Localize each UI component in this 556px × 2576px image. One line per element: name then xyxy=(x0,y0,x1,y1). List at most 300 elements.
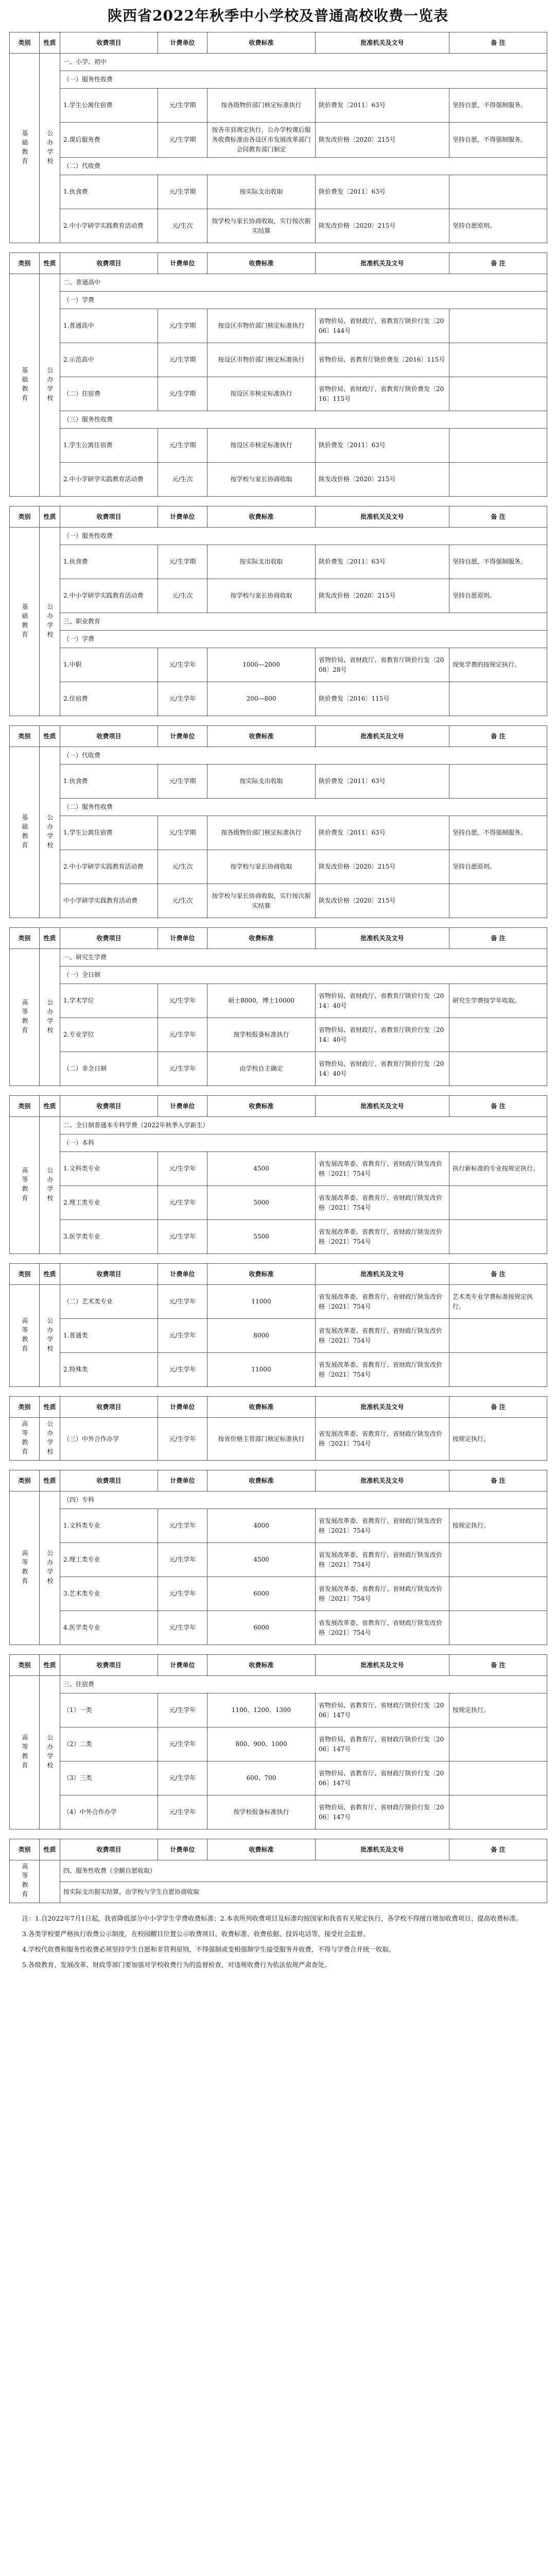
nature-cell: 公办学校 xyxy=(40,274,60,497)
table-row xyxy=(10,1052,547,1086)
section-heading: （二）代收费 xyxy=(60,158,547,175)
category-cell: 高等教育 xyxy=(10,1676,40,1829)
standard-cell: 按各级物价部门核定标准执行 xyxy=(207,89,316,123)
unit-cell: 元/生学年 xyxy=(158,1727,207,1761)
fee-item-cell: 1.普通类 xyxy=(60,1319,158,1353)
column-header: 收费项目 xyxy=(60,1839,158,1860)
note-cell xyxy=(449,1727,547,1761)
section-heading: （二）服务性收费 xyxy=(60,799,547,816)
section-heading: 四、服务性收费（全额自愿收取） xyxy=(60,1860,547,1882)
basis-cell: 陕价费发〔2011〕63号 xyxy=(316,429,449,463)
table-row xyxy=(10,1611,547,1645)
column-header: 批准机关及文号 xyxy=(316,1470,449,1492)
fee-table xyxy=(9,1263,547,1387)
column-header: 计费单位 xyxy=(158,1655,207,1676)
fee-table xyxy=(9,927,547,1086)
column-header: 性质 xyxy=(40,506,60,528)
fee-item-cell: 1.文科类专业 xyxy=(60,1509,158,1543)
table-row xyxy=(10,123,547,158)
standard-cell: 按学校报备标准执行 xyxy=(207,1018,316,1052)
table-row xyxy=(10,1285,547,1319)
column-header: 性质 xyxy=(40,1470,60,1492)
column-header: 收费标准 xyxy=(207,1096,316,1117)
fee-item-cell: 1.普通高中 xyxy=(60,309,158,343)
table-row xyxy=(10,1018,547,1052)
table-row xyxy=(10,71,547,89)
standard-cell: 按设区市物价部门核定标准执行 xyxy=(207,309,316,343)
category-cell: 高等教育 xyxy=(10,1860,40,1903)
unit-cell: 元/生学年 xyxy=(158,682,207,716)
unit-cell: 元/生学期 xyxy=(158,175,207,209)
note-cell: 坚持自愿，不得强制服务。 xyxy=(449,545,547,579)
column-header: 计费单位 xyxy=(158,1839,207,1860)
table-row xyxy=(10,613,547,631)
standard-cell: 11000 xyxy=(207,1353,316,1387)
column-header: 计费单位 xyxy=(158,726,207,747)
table-row xyxy=(10,1353,547,1387)
table-row xyxy=(10,1220,547,1254)
column-header: 计费单位 xyxy=(158,1096,207,1117)
fee-item-cell: 1.学生公寓住宿费 xyxy=(60,429,158,463)
fee-item-cell: （4）中外合作办学 xyxy=(60,1795,158,1829)
unit-cell: 元/生学期 xyxy=(158,309,207,343)
table-row xyxy=(10,429,547,463)
fee-table xyxy=(9,1470,547,1645)
column-header: 收费项目 xyxy=(60,506,158,528)
fee-item-cell: 2.理工类专业 xyxy=(60,1543,158,1577)
basis-cell: 省发展改革委、省教育厅、省财政厅陕发改价格〔2021〕754号 xyxy=(316,1186,449,1220)
fee-item-cell: 1.伙食费 xyxy=(60,545,158,579)
table-row xyxy=(10,175,547,209)
note-cell xyxy=(449,429,547,463)
standard-cell: 按省价格主管部门核定标准执行 xyxy=(207,1418,316,1461)
column-header: 收费项目 xyxy=(60,1655,158,1676)
column-header: 收费标准 xyxy=(207,1264,316,1285)
column-header: 批准机关及文号 xyxy=(316,32,449,54)
column-header: 收费项目 xyxy=(60,1096,158,1117)
basis-cell: 陕价费发〔2016〕115号 xyxy=(316,682,449,716)
standard-cell: 6000 xyxy=(207,1611,316,1645)
basis-cell: 省物价局、省教育厅、省财政厅陕价行发〔2006〕147号 xyxy=(316,1727,449,1761)
note-cell xyxy=(449,377,547,411)
note-cell: 坚持自愿原则。 xyxy=(449,209,547,243)
nature-cell xyxy=(40,1860,60,1903)
nature-cell: 公办学校 xyxy=(40,54,60,243)
nature-cell: 公办学校 xyxy=(40,1285,60,1387)
table-row xyxy=(10,54,547,71)
column-header: 计费单位 xyxy=(158,1264,207,1285)
unit-cell: 元/生学年 xyxy=(158,1285,207,1319)
standard-cell: 按实际支出收取 xyxy=(207,765,316,799)
table-row xyxy=(10,1761,547,1795)
table-row xyxy=(10,528,547,545)
standard-cell: 按设区市核定标准执行 xyxy=(207,377,316,411)
basis-cell: 陕价费发〔2011〕63号 xyxy=(316,765,449,799)
unit-cell: 元/生学期 xyxy=(158,816,207,850)
footer-note: 5.各级教育、发展改革、财政等部门要加强对学校收费行为的监督检查，对违规收费行为依法依规严肃查处。 xyxy=(22,1961,331,1969)
note-cell: 坚持自愿，不得强制服务。 xyxy=(449,816,547,850)
unit-cell: 元/生学年 xyxy=(158,1509,207,1543)
standard-cell: 按学校与家长协商收取 xyxy=(207,463,316,497)
fee-item-cell: 2.课后服务费 xyxy=(60,123,158,158)
column-header: 收费标准 xyxy=(207,253,316,274)
fee-item-cell: 2.中小学研学实践教育活动费 xyxy=(60,579,158,613)
note-cell: 坚持自愿，不得强制服务。 xyxy=(449,89,547,123)
note-cell: 按规定执行。 xyxy=(449,1693,547,1727)
standard-cell: 按学校报备标准执行 xyxy=(207,1795,316,1829)
column-header: 计费单位 xyxy=(158,928,207,949)
table-row xyxy=(10,682,547,716)
fee-item-cell: （二）艺术类专业 xyxy=(60,1285,158,1319)
fee-tables xyxy=(9,32,547,1903)
fee-item-cell: 1.学生公寓住宿费 xyxy=(60,89,158,123)
column-header: 类别 xyxy=(10,1264,40,1285)
note-cell: 艺术类专业学费标准按规定执行。 xyxy=(449,1285,547,1319)
fee-table xyxy=(9,725,547,918)
basis-cell: 省发展改革委、省教育厅、省财政厅陕发改价格〔2021〕754号 xyxy=(316,1285,449,1319)
table-row xyxy=(10,1492,547,1509)
fee-table xyxy=(9,1839,547,1903)
column-header: 收费标准 xyxy=(207,32,316,54)
column-header: 批准机关及文号 xyxy=(316,1655,449,1676)
basis-cell: 省发展改革委、省教育厅、省财政厅陕发改价格〔2021〕754号 xyxy=(316,1543,449,1577)
standard-cell: 按学校与家长协商收取，实行按次据实结算 xyxy=(207,209,316,243)
page-title: 陕西省2022年秋季中小学校及普通高校收费一览表 xyxy=(108,7,448,24)
column-header: 收费标准 xyxy=(207,726,316,747)
table-row xyxy=(10,274,547,292)
table-row xyxy=(10,411,547,429)
column-header: 类别 xyxy=(10,1470,40,1492)
category-cell: 高等教育 xyxy=(10,1492,40,1645)
note-cell xyxy=(449,765,547,799)
fee-item-cell: （二）非全日制 xyxy=(60,1052,158,1086)
table-row xyxy=(10,967,547,984)
unit-cell: 元/生次 xyxy=(158,579,207,613)
column-header: 计费单位 xyxy=(158,1397,207,1418)
note-cell: 坚持自愿原则。 xyxy=(449,579,547,613)
column-header: 性质 xyxy=(40,32,60,54)
column-header: 性质 xyxy=(40,1655,60,1676)
standard-cell: 11000 xyxy=(207,1285,316,1319)
note-cell xyxy=(449,1543,547,1577)
basis-cell: 省发展改革委、省教育厅、省财政厅陕发改价格〔2021〕754号 xyxy=(316,1319,449,1353)
table-row xyxy=(10,377,547,411)
table-row xyxy=(10,89,547,123)
column-header: 备 注 xyxy=(449,32,547,54)
column-header: 批准机关及文号 xyxy=(316,726,449,747)
unit-cell: 元/生学年 xyxy=(158,1418,207,1461)
table-row xyxy=(10,1693,547,1727)
unit-cell: 元/生学期 xyxy=(158,89,207,123)
basis-cell: 省物价局、省财政厅、省教育厅陕价行发〔2008〕28号 xyxy=(316,648,449,682)
table-row xyxy=(10,1186,547,1220)
note-cell xyxy=(449,1319,547,1353)
note-cell: 执行新标准的专业按规定执行。 xyxy=(449,1152,547,1186)
table-row xyxy=(10,984,547,1018)
note-cell: 按规定执行。 xyxy=(449,1509,547,1543)
table-row xyxy=(10,1509,547,1543)
unit-cell: 元/生学年 xyxy=(158,1761,207,1795)
fee-table xyxy=(9,1095,547,1254)
note-cell xyxy=(449,1220,547,1254)
column-header: 性质 xyxy=(40,726,60,747)
standard-cell: 按设区市核定标准执行 xyxy=(207,429,316,463)
basis-cell: 省发展改革委、省教育厅、省财政厅陕发改价格〔2021〕754号 xyxy=(316,1611,449,1645)
column-header: 收费项目 xyxy=(60,253,158,274)
table-row xyxy=(10,884,547,918)
standard-cell: 800、900、1000 xyxy=(207,1727,316,1761)
basis-cell: 陕发改价格〔2020〕215号 xyxy=(316,850,449,884)
basis-cell: 陕价费发〔2011〕63号 xyxy=(316,89,449,123)
column-header: 类别 xyxy=(10,1397,40,1418)
basis-cell: 陕价费发〔2011〕63号 xyxy=(316,545,449,579)
column-header: 批准机关及文号 xyxy=(316,1839,449,1860)
fee-item-cell: （3）三类 xyxy=(60,1761,158,1795)
column-header: 备 注 xyxy=(449,253,547,274)
basis-cell: 省物价局、省教育厅、省财政厅陕价行发〔2006〕147号 xyxy=(316,1795,449,1829)
note-cell xyxy=(449,884,547,918)
nature-cell: 公办学校 xyxy=(40,747,60,918)
column-header: 收费项目 xyxy=(60,726,158,747)
column-header: 备 注 xyxy=(449,726,547,747)
fee-item-cell: （三）中外合作办学 xyxy=(60,1418,158,1461)
basis-cell: 陕发改价格〔2020〕215号 xyxy=(316,463,449,497)
basis-cell: 省物价局、省财政厅、省教育厅陕价行发〔2014〕40号 xyxy=(316,984,449,1018)
standard-cell: 按学校与家长协商收取，实行按次据实结算 xyxy=(207,884,316,918)
column-header: 类别 xyxy=(10,1096,40,1117)
table-row xyxy=(10,1577,547,1611)
column-header: 备 注 xyxy=(449,1655,547,1676)
column-header: 性质 xyxy=(40,1839,60,1860)
standard-cell: 6000 xyxy=(207,1577,316,1611)
standard-cell: 8000 xyxy=(207,1319,316,1353)
nature-cell: 公办学校 xyxy=(40,1418,60,1461)
basis-cell: 省物价局、省财政厅、省教育厅陕价行发〔2014〕40号 xyxy=(316,1018,449,1052)
unit-cell: 元/生学年 xyxy=(158,1353,207,1387)
category-cell: 基础教育 xyxy=(10,528,40,716)
section-heading: 三、职业教育 xyxy=(60,613,547,631)
fee-item-cell: 中小学研学实践教育活动费 xyxy=(60,884,158,918)
column-header: 类别 xyxy=(10,32,40,54)
unit-cell: 元/生学年 xyxy=(158,1052,207,1086)
unit-cell: 元/生学年 xyxy=(158,1611,207,1645)
note-cell: 现免学费的按规定执行。 xyxy=(449,648,547,682)
basis-cell: 陕价费发〔2011〕63号 xyxy=(316,816,449,850)
table-row xyxy=(10,1543,547,1577)
column-header: 性质 xyxy=(40,253,60,274)
category-cell: 高等教育 xyxy=(10,949,40,1086)
unit-cell: 元/生学年 xyxy=(158,648,207,682)
standard-cell: 按各级物价部门核定标准执行 xyxy=(207,816,316,850)
note-cell xyxy=(449,1186,547,1220)
fee-item-cell: 1.伙食费 xyxy=(60,175,158,209)
section-heading: （一）服务性收费 xyxy=(60,528,547,545)
basis-cell: 省发展改革委、省教育厅、省财政厅陕发改价格〔2021〕754号 xyxy=(316,1418,449,1461)
table-row xyxy=(10,765,547,799)
unit-cell: 元/生学年 xyxy=(158,1220,207,1254)
category-cell: 高等教育 xyxy=(10,1285,40,1387)
document-page xyxy=(9,0,547,1974)
unit-cell: 元/生次 xyxy=(158,850,207,884)
standard-cell: 600、700 xyxy=(207,1761,316,1795)
column-header: 计费单位 xyxy=(158,506,207,528)
fee-item-cell: 2.示范高中 xyxy=(60,343,158,377)
standard-cell: 1000—2000 xyxy=(207,648,316,682)
fee-item-cell: 1.学术学位 xyxy=(60,984,158,1018)
fee-table xyxy=(9,1396,547,1461)
column-header: 收费标准 xyxy=(207,1839,316,1860)
fee-item-cell: （二）住宿费 xyxy=(60,377,158,411)
column-header: 类别 xyxy=(10,1655,40,1676)
standard-cell: 按实际支出收取 xyxy=(207,175,316,209)
basis-cell: 省发展改革委、省教育厅、省财政厅陕发改价格〔2021〕754号 xyxy=(316,1353,449,1387)
standard-cell: 按各市县规定执行，公办学校课后服务收费标准由各设区市发展改革部门会同教育部门制定 xyxy=(207,123,316,158)
fee-item-cell: （1）一类 xyxy=(60,1693,158,1727)
table-row xyxy=(10,799,547,816)
standard-cell: 4500 xyxy=(207,1152,316,1186)
fee-table xyxy=(9,32,547,243)
column-header: 备 注 xyxy=(449,928,547,949)
basis-cell: 陕发改价格〔2020〕215号 xyxy=(316,579,449,613)
unit-cell: 元/生学期 xyxy=(158,377,207,411)
standard-cell: 按学校与家长协商收取 xyxy=(207,579,316,613)
unit-cell: 元/生学年 xyxy=(158,1577,207,1611)
column-header: 类别 xyxy=(10,1839,40,1860)
basis-cell: 省物价局、省财政厅、省教育厅陕价行发〔2006〕144号 xyxy=(316,309,449,343)
standard-cell: 1100、1200、1300 xyxy=(207,1693,316,1727)
table-row xyxy=(10,850,547,884)
column-header: 类别 xyxy=(10,253,40,274)
standard-cell: 按学校与家长协商收取 xyxy=(207,850,316,884)
table-row xyxy=(10,545,547,579)
note-cell xyxy=(449,682,547,716)
column-header: 收费项目 xyxy=(60,1470,158,1492)
note-cell xyxy=(449,1795,547,1829)
table-row xyxy=(10,309,547,343)
fee-item-cell: 2.理工类专业 xyxy=(60,1186,158,1220)
note-cell xyxy=(449,1761,547,1795)
fee-item-cell: 2.中小学研学实践教育活动费 xyxy=(60,850,158,884)
column-header: 备 注 xyxy=(449,1470,547,1492)
note-cell: 坚持自愿原则。 xyxy=(449,850,547,884)
column-header: 性质 xyxy=(40,1264,60,1285)
column-header: 备 注 xyxy=(449,1839,547,1860)
table-row xyxy=(10,1134,547,1152)
footer-notes xyxy=(9,1912,547,1971)
column-header: 性质 xyxy=(40,1096,60,1117)
column-header: 备 注 xyxy=(449,1096,547,1117)
section-heading: 按实际支出据实结算，由学校与学生自愿协商收取 xyxy=(60,1882,547,1903)
column-header: 备 注 xyxy=(449,506,547,528)
standard-cell: 按实际支出收取 xyxy=(207,545,316,579)
note-cell xyxy=(449,463,547,497)
note-cell: 研究生学费按学年收取。 xyxy=(449,984,547,1018)
section-heading: （三）服务性收费 xyxy=(60,411,547,429)
section-heading: （一）学费 xyxy=(60,292,547,309)
unit-cell: 元/生学期 xyxy=(158,429,207,463)
column-header: 批准机关及文号 xyxy=(316,506,449,528)
section-heading: 三、住宿费 xyxy=(60,1676,547,1693)
unit-cell: 元/生次 xyxy=(158,884,207,918)
footer-note: 4.学校代收费和服务性收费必须坚持学生自愿和非营利原则，不得强制或变相强制学生接受服务并收费，不得与学费合并统一收取。 xyxy=(22,1945,395,1953)
standard-cell: 200—800 xyxy=(207,682,316,716)
fee-item-cell: 1.学生公寓住宿费 xyxy=(60,816,158,850)
column-header: 性质 xyxy=(40,1397,60,1418)
section-heading: 一、研究生学费 xyxy=(60,949,547,967)
standard-cell: 硕士8000，博士10000 xyxy=(207,984,316,1018)
basis-cell: 省物价局、省财政厅、省教育厅陕价费发〔2016〕115号 xyxy=(316,377,449,411)
nature-cell: 公办学校 xyxy=(40,528,60,716)
basis-cell: 省发展改革委、省教育厅、省财政厅陕发改价格〔2021〕754号 xyxy=(316,1509,449,1543)
column-header: 收费项目 xyxy=(60,1264,158,1285)
fee-item-cell: 3.艺术类专业 xyxy=(60,1577,158,1611)
column-header: 性质 xyxy=(40,928,60,949)
unit-cell: 元/生学期 xyxy=(158,765,207,799)
category-cell: 基础教育 xyxy=(10,54,40,243)
table-row xyxy=(10,1676,547,1693)
note-cell: 坚持自愿，不得强制服务。 xyxy=(449,123,547,158)
nature-cell: 公办学校 xyxy=(40,1492,60,1645)
basis-cell: 省发展改革委、省教育厅、省财政厅陕发改价格〔2021〕754号 xyxy=(316,1577,449,1611)
standard-cell: 由学校自主确定 xyxy=(207,1052,316,1086)
column-header: 收费项目 xyxy=(60,32,158,54)
nature-cell: 公办学校 xyxy=(40,949,60,1086)
column-header: 收费标准 xyxy=(207,1470,316,1492)
table-row xyxy=(10,1117,547,1134)
basis-cell: 省发展改革委、省教育厅、省财政厅陕发改价格〔2021〕754号 xyxy=(316,1152,449,1186)
table-row xyxy=(10,579,547,613)
unit-cell: 元/生学年 xyxy=(158,1693,207,1727)
fee-item-cell: 1.伙食费 xyxy=(60,765,158,799)
basis-cell: 省物价局、省教育厅陕价费发〔2016〕115号 xyxy=(316,343,449,377)
fee-item-cell: （2）二类 xyxy=(60,1727,158,1761)
section-heading: （一）本科 xyxy=(60,1134,547,1152)
column-header: 批准机关及文号 xyxy=(316,928,449,949)
category-cell: 基础教育 xyxy=(10,747,40,918)
table-row xyxy=(10,1727,547,1761)
basis-cell: 省发展改革委、省教育厅、省财政厅陕发改价格〔2021〕754号 xyxy=(316,1220,449,1254)
note-cell: 按规定执行。 xyxy=(449,1418,547,1461)
note-cell xyxy=(449,343,547,377)
section-heading: （一）学费 xyxy=(60,631,547,648)
table-row xyxy=(10,631,547,648)
footer-note: 注：1.自2022年7月1日起，我省降低部分中小学学生学费收费标准；2.本表所列收费项目及标准均按国家和我省有关规定执行，各学校不得擅自增加收费项目、提高收费标准。 xyxy=(22,1914,523,1922)
fee-item-cell: 1.文科类专业 xyxy=(60,1152,158,1186)
column-header: 计费单位 xyxy=(158,1470,207,1492)
table-row xyxy=(10,816,547,850)
nature-cell: 公办学校 xyxy=(40,1676,60,1829)
section-heading: （一）全日制 xyxy=(60,967,547,984)
table-row xyxy=(10,1418,547,1461)
note-cell xyxy=(449,175,547,209)
fee-item-cell: 2.专业学位 xyxy=(60,1018,158,1052)
unit-cell: 元/生学年 xyxy=(158,1319,207,1353)
note-cell xyxy=(449,1353,547,1387)
basis-cell: 陕发改价格〔2020〕215号 xyxy=(316,209,449,243)
column-header: 类别 xyxy=(10,726,40,747)
column-header: 类别 xyxy=(10,928,40,949)
unit-cell: 元/生学年 xyxy=(158,1018,207,1052)
column-header: 批准机关及文号 xyxy=(316,1264,449,1285)
fee-table xyxy=(9,1654,547,1829)
fee-table xyxy=(9,506,547,716)
section-heading: （一）代收费 xyxy=(60,747,547,765)
table-row xyxy=(10,209,547,243)
unit-cell: 元/生学年 xyxy=(158,1543,207,1577)
fee-table xyxy=(9,252,547,497)
fee-item-cell: 2.中小学研学实践教育活动费 xyxy=(60,209,158,243)
standard-cell: 4500 xyxy=(207,1543,316,1577)
